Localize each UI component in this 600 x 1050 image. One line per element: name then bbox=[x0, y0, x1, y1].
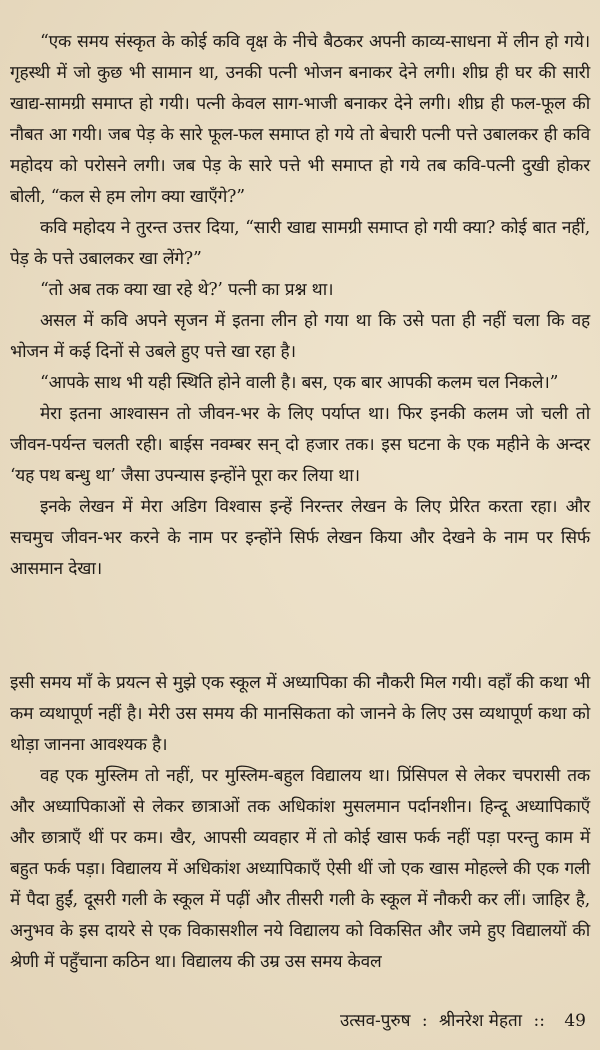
paragraph-poet-absorbed: असल में कवि अपने सृजन में इतना लीन हो गया था कि उसे पता ही नहीं चला कि वह भोजन में कई दिनों से उबले हुए पत्ते खा रहा है। bbox=[10, 311, 590, 362]
paragraph-teacher-job: इसी समय माँ के प्रयत्न से मुझे एक स्कूल में अध्यापिका की नौकरी मिल गयी। वहाँ की कथा भी कम व्यथापूर्ण नहीं है। मेरी उस समय की मानसिकता को जानने के लिए उस व्यथापूर्ण कथा को थोड़ा जानना आवश्यक है। bbox=[10, 673, 590, 755]
paragraph-assurance: मेरा इतना आश्वासन तो जीवन-भर के लिए पर्याप्त था। फिर इनकी कलम जो चली तो जीवन-पर्यन्त चलती रही। बाईस नवम्बर सन् दो हजार तक। इस घटना के एक महीने के अन्दर ‘यह पथ बन्धु था’ जैसा उपन्यास इन्होंने पूरा कर लिया था। bbox=[10, 404, 590, 486]
paragraph-unwavering-faith: इनके लेखन में मेरा अडिग विश्वास इन्हें निरन्तर लेखन के लिए प्रेरित करता रहा। और सचमुच जीवन-भर करने के नाम पर इन्होंने सिर्फ लेखन किया और देखने के नाम पर सिर्फ आसमान देखा। bbox=[10, 497, 590, 579]
paragraph-school-description: वह एक मुस्लिम तो नहीं, पर मुस्लिम-बहुल विद्यालय था। प्रिंसिपल से लेकर चपरासी तक और अध्यापिकाओं से लेकर छात्राओं तक अधिकांश मुसलमान पर्दानशीन। हिन्दू अध्यापिकाएँ और छात्राएँ थीं पर कम। खैर, आपसी व्यवहार में तो कोई खास फर्क नहीं पड़ा परन्तु काम में बहुत फर्क पड़ा। विद्यालय में अधिकांश अध्यापिकाएँ ऐसी थीं जो एक खास मोहल्ले की एक गली में पैदा हुईं, दूसरी गली के स्कूल में पढ़ीं और तीसरी गली के स्कूल में नौकरी कर लीं। जाहिर है, अनुभव के इस दायरे से एक विकासशील नये विद्यालय को विकसित और जमे हुए विद्यालयों की श्रेणी में पहुँचाना कठिन था। विद्यालय की उम्र उस समय केवल bbox=[10, 766, 590, 972]
paragraph-poet-reply: कवि महोदय ने तुरन्त उत्तर दिया, “सारी खाद्य सामग्री समाप्त हो गयी क्या? कोई बात नहीं, पेड़ के पत्ते उबालकर खा लेंगे?” bbox=[10, 218, 590, 269]
footer-separator: : bbox=[421, 1011, 428, 1031]
paragraph-poet-anecdote: “एक समय संस्कृत के कोई कवि वृक्ष के नीचे बैठकर अपनी काव्य-साधना में लीन हो गये। गृहस्थी में जो कुछ भी सामान था, उनकी पत्नी भोजन बनाकर देने लगी। शीघ्र ही घर की सारी खाद्य-सामग्री समाप्त हो गयी। पत्नी केवल साग-भाजी बनाकर देने लगी। शीघ्र ही फल-फूल की नौबत आ गयी। जब पेड़ के सारे फूल-फल समाप्त हो गये तो बेचारी पत्नी पत्ते उबालकर ही कवि महोदय को परोसने लगी। जब पेड़ के सारे पत्ते भी समाप्त हो गये तब कवि-पत्नी दुखी होकर बोली, “कल से हम लोग क्या खाएँगे?” bbox=[10, 32, 590, 207]
page-number: 49 bbox=[564, 1011, 586, 1031]
page-footer bbox=[316, 1008, 586, 1034]
footer-book-title: उत्सव-पुरुष bbox=[339, 1011, 411, 1031]
text-section-poet-story bbox=[10, 27, 590, 585]
footer-separator: :: bbox=[533, 1011, 545, 1031]
text-section-school-job bbox=[10, 668, 590, 978]
paragraph-same-situation: “आपके साथ भी यही स्थिति होने वाली है। बस, एक बार आपकी कलम चल निकले।” bbox=[40, 373, 559, 393]
paragraph-wife-question: “तो अब तक क्या खा रहे थे?’ पत्नी का प्रश्न था। bbox=[40, 280, 334, 300]
footer-author: श्रीनरेश मेहता bbox=[439, 1011, 523, 1031]
